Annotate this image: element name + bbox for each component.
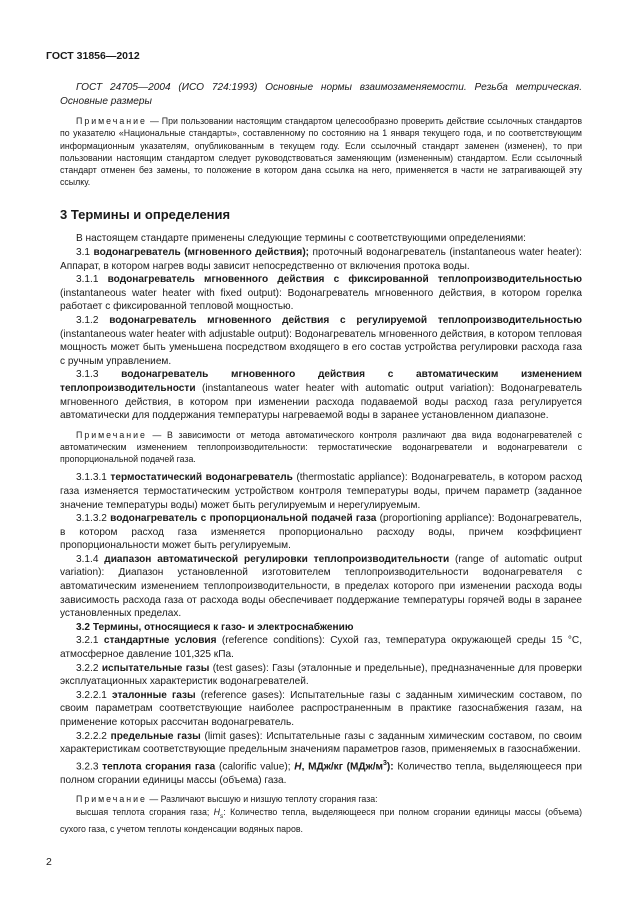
term-3-2-2-2: 3.2.2.2 предельные газы (limit gases): Испытательные газы с заданным химическим составом, по своим характеристикам соответствующие предельным значениям параметров газов, применяемых в газоснабжении. (60, 730, 582, 756)
term-3-2-3: 3.2.3 теплота сгорания газа (calorific value); H, МДж/кг $(МДж/м^3)$: Количество тепла, выделяющееся при полном сгорании единицы массы (объема) газа. (60, 759, 582, 786)
page-content (60, 76, 582, 835)
term-3-1-3-1: 3.1.3.1 термостатический водонагреватель (thermostatic appliance): Водонагреватель, в котором расход газа изменяется термостатическим устройством контроля температуры воды, причем параметр (заданное значение температуры воды) может быть регулируемым и нерегулируемым. (60, 472, 582, 511)
term-3-2-2: 3.2.2 испытательные газы (test gases): Газы (эталонные и предельные), предназначенные для проверки эксплуатационных характеристик водонагревателей. (60, 662, 582, 688)
note-text: — При пользовании настоящим стандартом целесообразно проверить действие ссылочных стандартов по указателю «Национальные стандарты», составленному по состоянию на 1 января текущего года, и по соответствующим информационным указателям, опубликованным в текущем году. Если ссылочный стандарт заменен (изменен), то при пользовании настоящим стандартом следует руководствоваться заменяющим (измененным) стандартом. Если ссылочный стандарт отменен без замены, то положение в котором дана ссылка на него, применяется в части не затрагивающей эту ссылку. (60, 116, 582, 188)
term-3-1-2: 3.1.2 водонагреватель мгновенного действия с регулируемой теплопроизводительностью (instantaneous water heater with adjustable output): Водонагреватель мгновенного действия, в котором тепловая мощность может быть уменьшена посредством входящего в его состав устройства регулировки расхода газа с ручным управлением. (60, 314, 582, 367)
page-number: 2 (46, 856, 52, 868)
term-3-2-1: 3.2.1 стандартные условия (reference conditions): Сухой газ, температура окружающей среды 15 °С, атмосферное давление 101,325 кПа. (60, 635, 582, 661)
note-calorific: Примечание — Различают высшую и низшую теплоту сгорания газа: (76, 794, 378, 805)
note-auto-control: Примечание — В зависимости от метода автоматического контроля различают два вида водонагревателей с автоматическим изменением теплопроизводительности: термостатические водонагреватели и водонагреватели с пропорциональной подачей газа. (60, 429, 582, 465)
term-3-1-3: 3.1.3 водонагреватель мгновенного действия с автоматическим изменением теплопроизводительности (instantaneous water heater with automatic output variation): Водонагреватель мгновенного действия, в котором при изменении расхода подаваемой воды расход газа регулируется автоматически для поддержания температуры нагреваемой воды в заранее установленном диапазоне. (60, 369, 582, 422)
note-calorific-higher: высшая теплота сгорания газа; $H_s$: Количество тепла, выделяющееся при полном сгорании единицы массы (объема) сухого газа, с учетом теплоты конденсации водяных паров. (60, 806, 583, 834)
subsection-3-2: 3.2 Термины, относящиеся к газо- и электроснабжению (76, 621, 354, 633)
term-3-2-2-1: 3.2.2.1 эталонные газы (reference gases): Испытательные газы с заданным химическим составом, по своим параметрам соответствующие наиболее распространенным в практике газоснабжения газам, на применение которых рассчитан водонагреватель. (60, 689, 582, 729)
ref-gost-24705: ГОСТ 24705—2004 (ИСО 724:1993) Основные нормы взаимозаменяемости. Резьба метрическая. (76, 82, 582, 93)
section-intro: В настоящем стандарте применены следующие термины с соответствующими определениями: (76, 233, 526, 245)
term-3-1-1: 3.1.1 водонагреватель мгновенного действия с фиксированной теплопроизводительностью (instantaneous water heater with fixed output): Водонагреватель мгновенного действия, в котором горелка работает с фиксированной тепловой мощностью. (60, 274, 582, 313)
note-references (60, 115, 582, 188)
section-title: 3 Термины и определения (60, 207, 231, 223)
note-label: Примечание (76, 116, 147, 127)
ref-gost-24705-cont: Основные размеры (60, 95, 152, 107)
term-3-1-3-2: 3.1.3.2 водонагреватель с пропорциональной подачей газа (proportioning appliance): Водонагреватель, в котором расход газа изменяется пропорционально расходу воды, причем коэффициент пропорциональности может быть регулируемым. (60, 513, 582, 552)
term-3-1-4: 3.1.4 диапазон автоматической регулировки теплопроизводительности (range of automatic output variation): Диапазон установленной изготовителем теплопроизводительности водонагревателя с автоматическим изменением теплопроизводительности, в пределах которого при изменении расхода воды зависимость расхода газа от расхода воды обеспечивает поддержание температуры горячей воды в заранее установленных пределах. (60, 553, 582, 620)
term-3-1: 3.1 водонагреватель (мгновенного действия); проточный водонагреватель (instantaneous water heater): Аппарат, в котором нагрев воды зависит непосредственно от включения протока воды. (60, 247, 582, 272)
document-header: ГОСТ 31856—2012 (46, 50, 140, 62)
